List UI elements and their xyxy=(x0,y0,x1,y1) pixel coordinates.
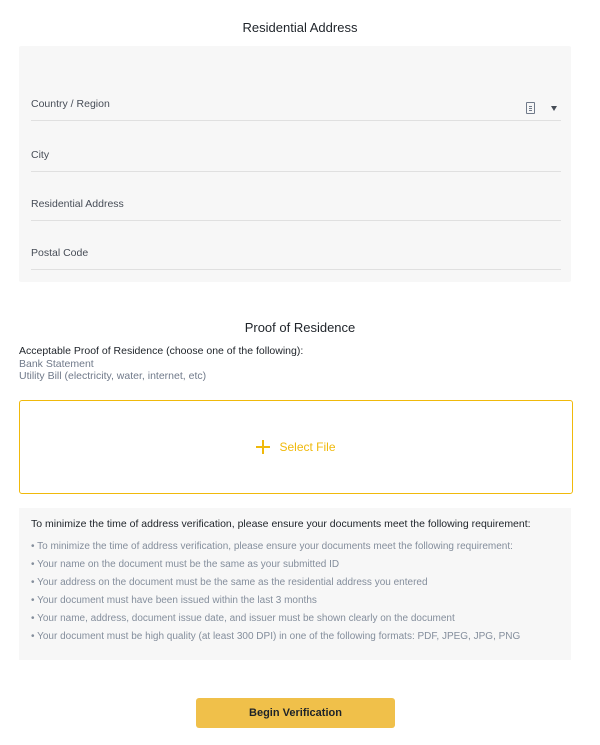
requirement-item: • To minimize the time of address verification, please ensure your documents meet the following requirement: xyxy=(31,541,513,552)
requirement-item: • Your name on the document must be the same as your submitted ID xyxy=(31,559,340,570)
requirement-item: • Your address on the document must be the same as the residential address you entered xyxy=(31,577,428,588)
requirements-heading: To minimize the time of address verification, please ensure your documents meet the following requirement: xyxy=(31,518,531,530)
residential-address-field[interactable] xyxy=(31,191,561,221)
select-file-label: Select File xyxy=(279,440,336,454)
requirement-item: • Your name, address, document issue date, and issuer must be shown clearly on the document xyxy=(31,613,455,624)
begin-verification-button[interactable]: Begin Verification xyxy=(196,698,395,728)
residential-address-form xyxy=(19,46,571,282)
document-icon xyxy=(526,102,535,114)
residential-address-title: Residential Address xyxy=(242,20,358,35)
country-region-label: Country / Region xyxy=(31,98,110,110)
country-region-select[interactable] xyxy=(31,93,561,121)
proof-item-bank-statement: Bank Statement xyxy=(19,358,94,370)
plus-icon xyxy=(256,440,270,454)
file-upload-dropzone[interactable] xyxy=(19,400,573,494)
proof-heading: Acceptable Proof of Residence (choose one of the following): xyxy=(19,345,304,357)
requirements-panel xyxy=(19,508,571,660)
residential-address-label: Residential Address xyxy=(31,198,124,210)
city-field[interactable] xyxy=(31,142,561,172)
proof-info xyxy=(19,345,579,382)
requirement-item: • Your document must have been issued within the last 3 months xyxy=(31,595,317,606)
proof-item-utility-bill: Utility Bill (electricity, water, internet, etc) xyxy=(19,370,207,382)
requirements-list xyxy=(31,538,559,646)
postal-code-field[interactable] xyxy=(31,240,561,270)
postal-code-label: Postal Code xyxy=(31,247,89,259)
requirement-item: • Your document must be high quality (at least 300 DPI) in one of the following formats: PDF, JPEG, JPG, PNG xyxy=(31,631,521,642)
chevron-down-icon[interactable] xyxy=(551,106,557,111)
proof-of-residence-title: Proof of Residence xyxy=(244,320,356,335)
city-label: City xyxy=(31,149,50,161)
